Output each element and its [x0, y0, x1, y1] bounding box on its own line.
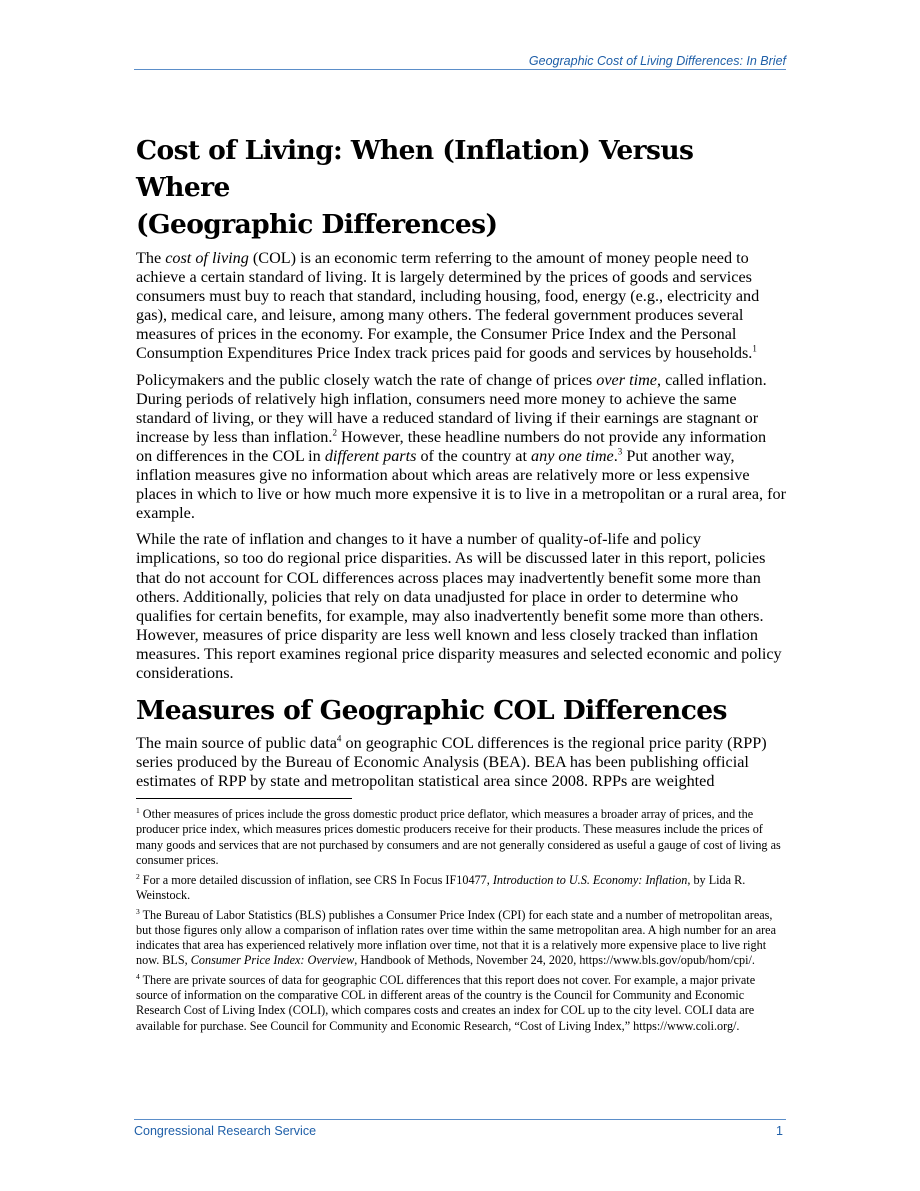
section-heading-measures: Measures of Geographic COL Differences [136, 695, 727, 727]
page-number: 1 [776, 1124, 783, 1138]
paragraph: The main source of public data$^4$ on geographic COL differences is the regional price parity (RPP) series produced by the Bureau of Economic Analysis (BEA). BEA has been publishing official estimates of RPP by state and metropolitan statistical area since 2008. RPPs are weighted [136, 733, 767, 791]
organization-name: Congressional Research Service [134, 1124, 317, 1138]
report-title: Geographic Cost of Living Differences: In Brief [528, 54, 786, 68]
footnote-ref[interactable]: 2 [332, 427, 337, 438]
footnote-1: $^1$ Other measures of prices include the gross domestic product price deflator, which measures a broader array of prices, and the producer price index, which measures prices domestic producers receive for their products. These measures include the prices of many goods and services that are not purchased by consumers and are not generally considered as useful a gauge of cost of living as consumer prices. [136, 806, 781, 867]
footnote-divider [136, 798, 352, 799]
paragraph: The cost of living (COL) is an economic term referring to the amount of money people need to achieve a certain standard of living. It is largely determined by the prices of goods and services consumers must buy to reach that standard, including housing, food, energy (e.g., electricity and gas), medical care, and leisure, among many others. The federal government produces several measures of prices in the economy. For example, the Consumer Price Index and the Personal Consumption Expenditures Price Index track prices paid for goods and services by households.$^1$ [136, 249, 760, 363]
paragraph: While the rate of inflation and changes to it have a number of quality-of-life and policy implications, so too do regional price disparities. As will be discussed later in this report, policies that do not account for COL differences across places may inadvertently benefit some more than others. Additionally, policies that rely on data unadjusted for place in order to determine who qualifies for certain benefits, for example, may also inadvertently benefit some more than others. However, measures of price disparity are less well known and less closely tracked than inflation measures. This report examines regional price disparity measures and selected economic and policy considerations. [136, 530, 782, 682]
footnote-ref[interactable]: 1 [752, 344, 757, 355]
running-header [134, 52, 786, 70]
section-heading-cost-of-living: Cost of Living: When (Inflation) Versus Where (Geographic Differences) [136, 135, 694, 240]
page-content [136, 132, 786, 1039]
footnote-4: $^4$ There are private sources of data for geographic COL differences that this report does not cover. For example, a major private source of information on the comparative COL in different areas of the country is the Council for Community and Economic Research Cost of Living Index (COLI), which compares costs and creates an index for COL up to the city level. COLI data are available for purchase. See Council for Community and Economic Research, “Cost of Living Index,” https://www.coli.org/. [136, 972, 756, 1033]
footnote-3: $^3$ The Bureau of Labor Statistics (BLS) publishes a Consumer Price Index (CPI) for each state and a number of metropolitan areas, but those figures only allow a comparison of inflation rates over time within the same metropolitan area. A high number for an area indicates that area has experienced relatively more inflation over time, not that it is a relatively more expensive place to live right now. BLS, Consumer Price Index: Overview, Handbook of Methods, November 24, 2020, https://www.bls.gov/opub/hom/cpi/. [136, 906, 776, 968]
footnote-ref[interactable]: 3 [617, 446, 623, 457]
paragraph: Policymakers and the public closely watch the rate of change of prices over time, called inflation. During periods of relatively high inflation, consumers need more money to achieve the same standard of living, or they will have a reduced standard of living if their earnings are stagnant or increase by less than inflation.$^2$ However, these headline numbers do not provide any information on differences in the COL in different parts of the country at any one time.$^3$ Put another way, inflation measures give no information about which areas are relatively more or less expensive places in which to live or how much more expensive it is to live in a metropolitan or a rural area, for example. [136, 370, 786, 523]
footnote-ref[interactable]: 4 [336, 733, 342, 744]
footnote-2: $^2$ For a more detailed discussion of inflation, see CRS In Focus IF10477, Introduction to U.S. Economy: Inflation, by Lida R. Weinstock. [136, 871, 746, 902]
running-footer [134, 1119, 786, 1138]
